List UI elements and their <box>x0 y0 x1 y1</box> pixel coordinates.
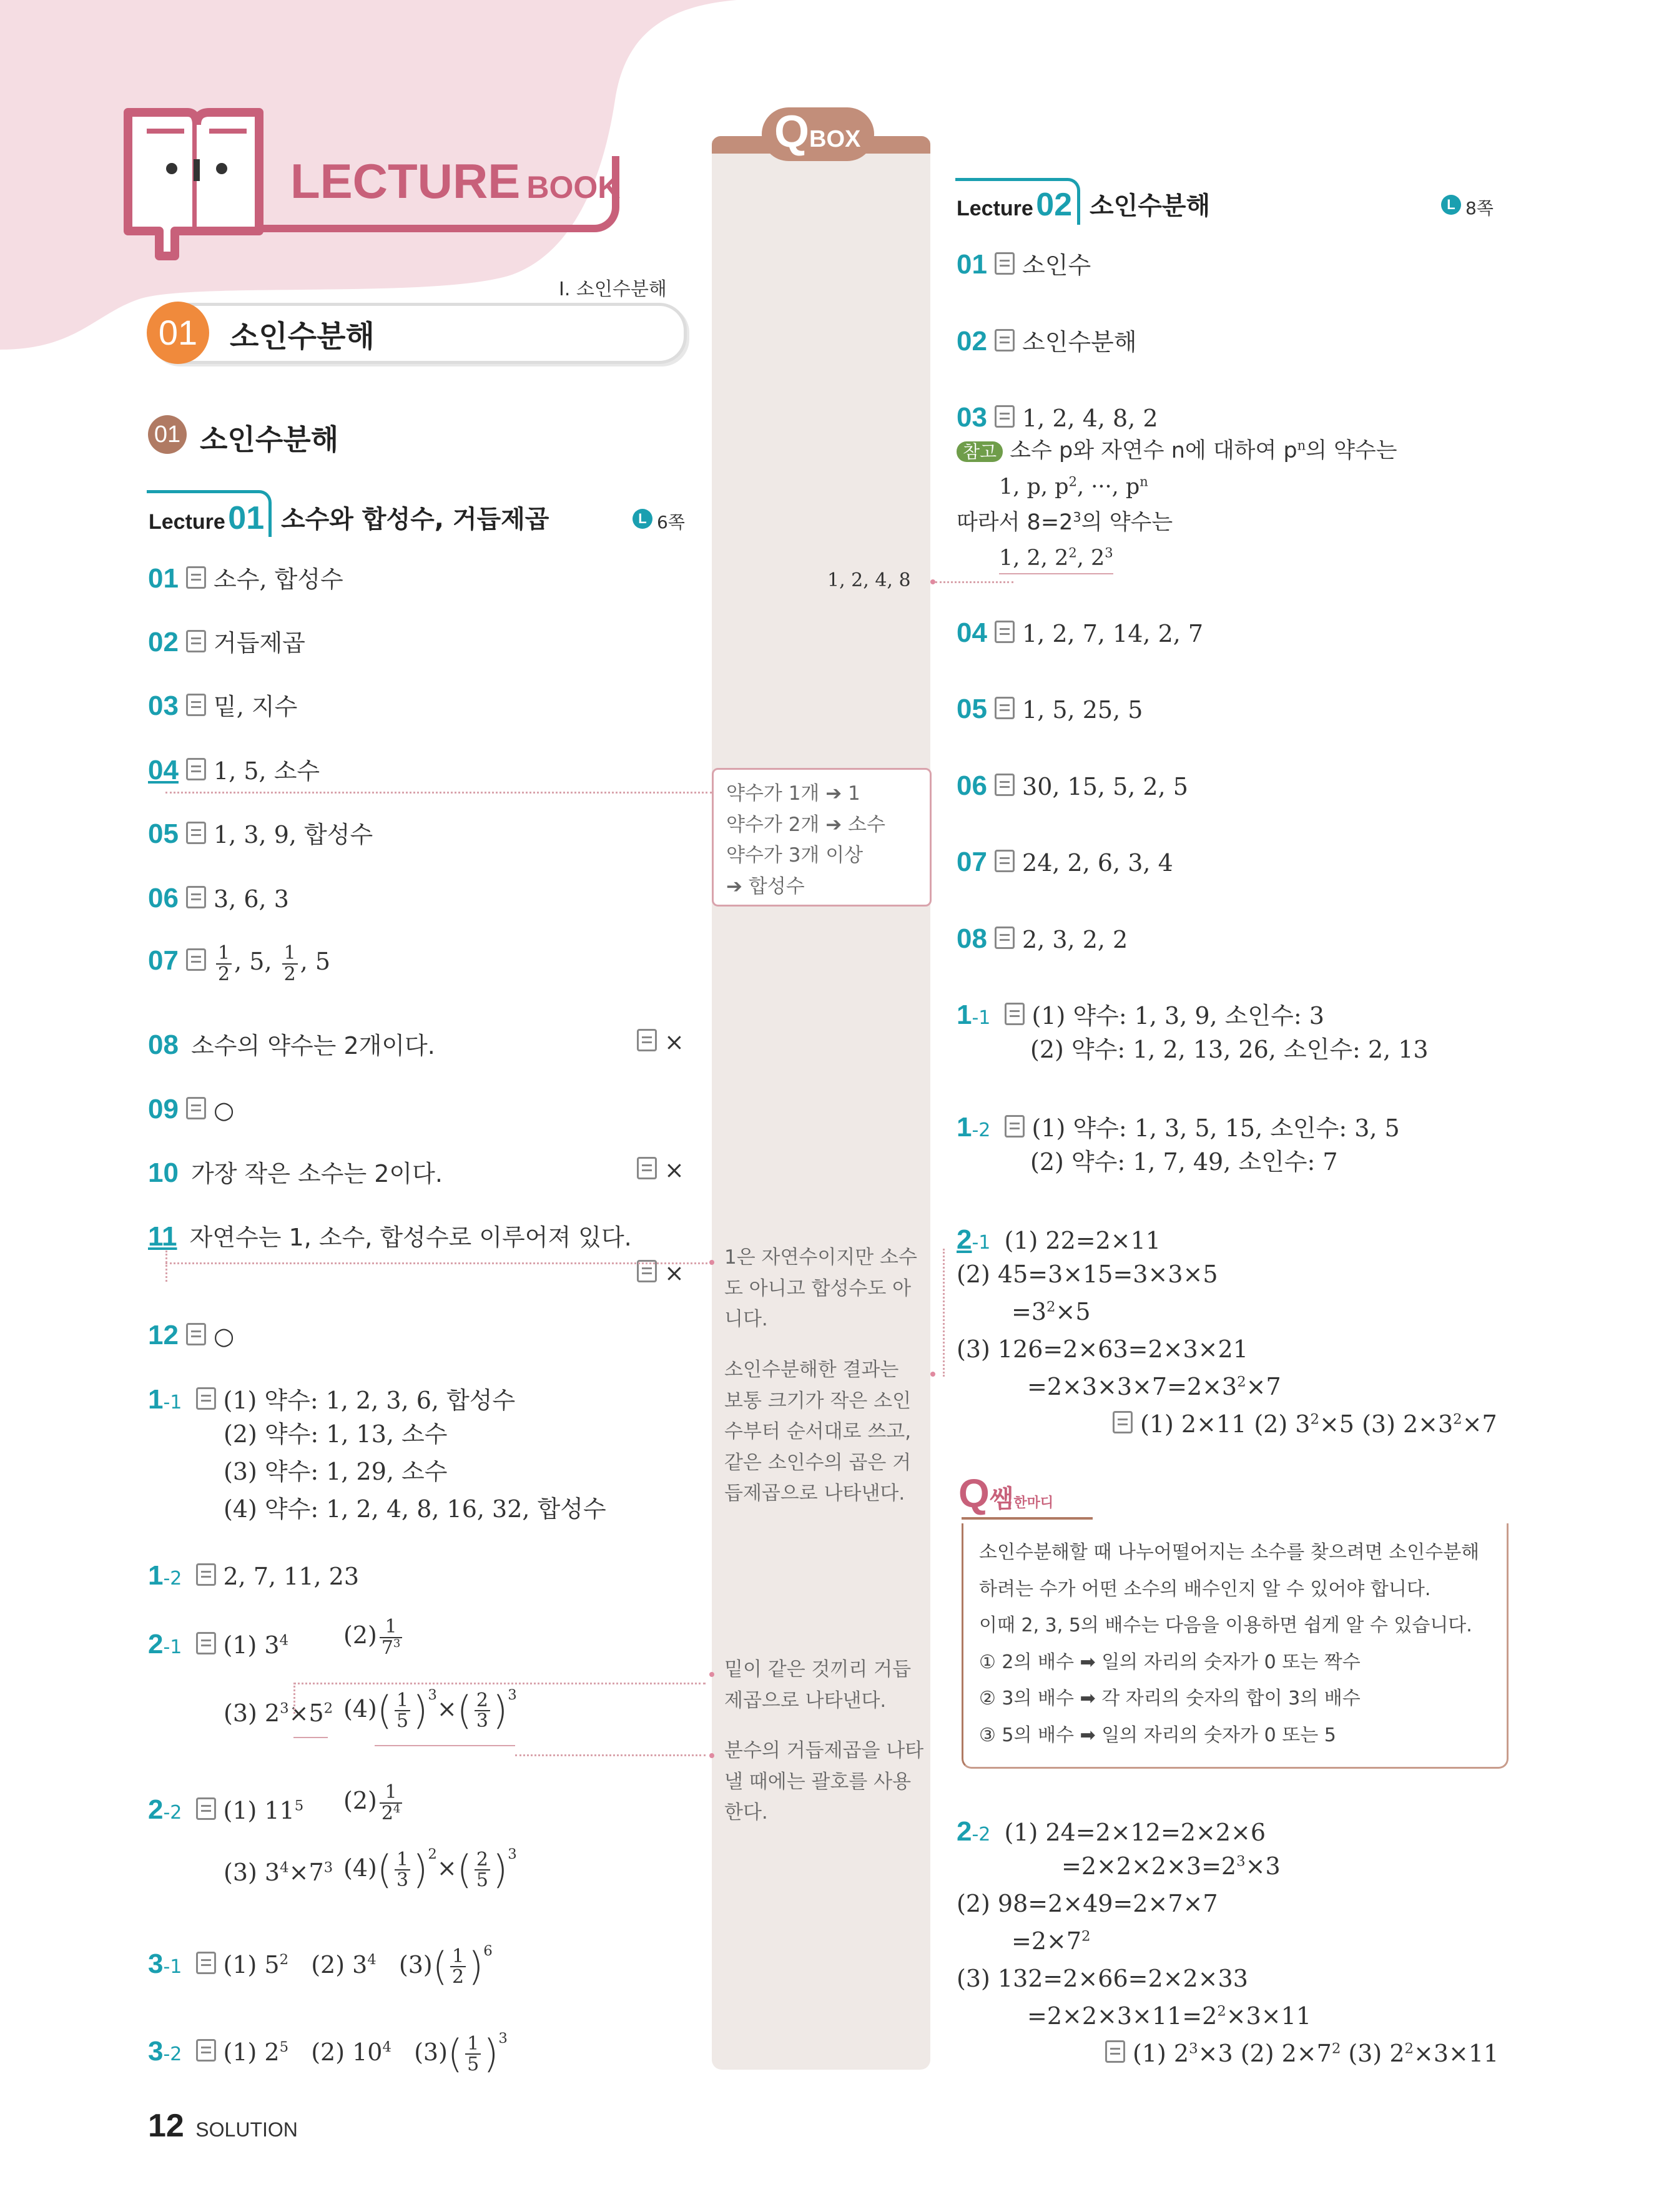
question-number: 12 <box>148 1320 179 1350</box>
question-number: 06 <box>148 883 179 913</box>
question-number: 09 <box>148 1094 179 1124</box>
answer-icon <box>995 774 1015 796</box>
page-number: 12 <box>148 2108 184 2144</box>
qtip-body <box>979 1535 1479 1754</box>
qtip-line: ③ 5의 배수 ➡ 일의 자리의 숫자가 0 또는 5 <box>979 1724 1336 1746</box>
answer-icon <box>186 758 206 780</box>
leader-line-04 <box>165 792 712 794</box>
leader-line-03 <box>935 581 1013 583</box>
problem-2-1-b: (2) $\frac{1}{7^3}$ <box>343 1617 405 1658</box>
right-problem-2-1: 2-1 (1) 22=2×11 <box>957 1224 1161 1255</box>
chapter-title: 소인수분해 <box>230 319 375 354</box>
lecture01-word: Lecture <box>149 510 225 534</box>
question-number: 03 <box>148 691 179 721</box>
question-number: 02 <box>148 627 179 657</box>
qbox-box-word: BOX <box>809 126 861 152</box>
right-answer-05: 05 1, 5, 25, 5 <box>957 694 1143 724</box>
lecture-book-title <box>290 153 620 210</box>
qbox-note2: 소인수분해한 결과는 보통 크기가 작은 소인수부터 순서대로 쓰고, 같은 소인수의 곱은 거듭제곱으로 나타낸다. <box>724 1359 912 1505</box>
answer-icon <box>186 694 206 716</box>
leader-line-2-1c-v <box>293 1683 295 1714</box>
answer-icon <box>995 850 1015 872</box>
answer-icon <box>186 1097 206 1119</box>
left-answer-04 <box>148 752 320 788</box>
problem-2-2-b: (2) $\frac{1}{2^4}$ <box>343 1782 405 1823</box>
answer-icon <box>995 405 1015 428</box>
qbox-q: Q <box>774 107 810 157</box>
qbox-dot <box>709 1753 714 1758</box>
left-answer-12 <box>148 1317 234 1353</box>
note-tag: 참고 <box>957 441 1003 462</box>
right-problem-1-2-line2: (2) 약수: 1, 7, 49, 소인수: 7 <box>1030 1148 1338 1176</box>
answer-text: 1, 5, 소수 <box>214 757 320 785</box>
problem-number: 1 <box>148 1560 164 1591</box>
answer-icon <box>995 621 1015 643</box>
answer-icon <box>637 1157 657 1179</box>
fraction: $\frac{1}{2}$ <box>216 943 232 984</box>
leader-line-11a <box>165 1251 167 1282</box>
right-2-2-line6: $=2\times 2\times 3\times 11=2^2\times 3\times 11$ <box>1027 2002 1311 2030</box>
right-2-1-line5: $=2\times 3\times 3\times 7=2\times 3^2\times 7$ <box>1027 1373 1281 1400</box>
right-problem-1-1-line2: (2) 약수: 1, 2, 13, 26, 소인수: 2, 13 <box>1030 1036 1429 1063</box>
qbox-title <box>774 106 860 157</box>
lecture01-label <box>149 499 264 537</box>
left-answer-08 <box>148 1027 435 1063</box>
answer-icon <box>995 329 1015 351</box>
qbox-box-line: 약수가 1개 ➔ 1 <box>726 782 860 805</box>
qtip-line: 소인수분해할 때 나누어떨어지는 소수를 찾으려면 소인수분해 <box>979 1541 1480 1563</box>
right-problem-1-2: 1-2 (1) 약수: 1, 3, 5, 15, 소인수: 3, 5 <box>957 1112 1400 1143</box>
subsection-number: 01 <box>148 415 187 454</box>
qbox-box-line: ➔ 합성수 <box>726 875 805 898</box>
right-problem-1-1: 1-1 (1) 약수: 1, 3, 9, 소인수: 3 <box>957 1000 1324 1030</box>
footer-label: SOLUTION <box>195 2118 298 2141</box>
lecture01-number: 01 <box>228 500 265 536</box>
left-problem-1-1: 1-1 (1) 약수: 1, 2, 3, 6, 합성수 <box>148 1384 516 1415</box>
answer-text: 1, 3, 9, 합성수 <box>214 821 373 848</box>
left-answer-11 <box>148 1219 632 1254</box>
left-answer-05 <box>148 816 373 852</box>
qtip-q: Q <box>958 1471 990 1516</box>
answer-text: 소수, 합성수 <box>214 566 343 593</box>
right-2-2-answer: (1) $2^3\times 3$ (2) $2\times 7^2$ (3) $2^2\times 3\times 11$ <box>1105 2038 1499 2069</box>
problem-2-1-c: (3) $2^3\times 5^2$ <box>224 1699 333 1727</box>
chapter-number: 01 <box>147 302 209 364</box>
qtip-frame-top <box>962 1517 1093 1520</box>
lecture02-title: 소인수분해 <box>1090 192 1211 220</box>
question-number: 01 <box>148 563 179 594</box>
problem-number: 2 <box>148 1794 164 1825</box>
right-2-1-line3: $=3^2\times 5$ <box>1012 1298 1091 1325</box>
section-ref: I. 소인수분해 <box>559 278 667 300</box>
answer-icon <box>186 822 206 844</box>
lecture02-page: 8쪽 <box>1465 198 1494 219</box>
answer-11-mark: × <box>637 1258 684 1289</box>
lecture02-label <box>957 186 1072 224</box>
answer-icon <box>995 697 1015 719</box>
left-problem-1-2: 1-2 2, 7, 11, 23 <box>148 1560 360 1591</box>
problem-2-2-d: (4)( $\frac{1}{3}$ )$^2$×( $\frac{2}{5}$ )$^3$ <box>343 1846 517 1892</box>
leader-line-right-2-1 <box>943 1249 945 1377</box>
problem-1-1-line3: (3) 약수: 1, 29, 소수 <box>224 1458 448 1485</box>
problem-number: 2 <box>148 1629 164 1659</box>
answer-icon <box>196 1387 216 1410</box>
question-number: 10 <box>148 1158 179 1188</box>
right-answer-08: 08 2, 3, 2, 2 <box>957 923 1128 954</box>
subsection-title: 소인수분해 <box>200 423 339 456</box>
qbox-note3: 밑이 같은 것끼리 거듭제곱으로 나타낸다. <box>724 1658 912 1712</box>
right-2-1-line4: (3) 126=2×63=2×3×21 <box>957 1335 1248 1363</box>
problem-1-1-line2: (2) 약수: 1, 13, 소수 <box>224 1420 448 1448</box>
left-answer-06 <box>148 880 289 916</box>
answer-icon <box>186 1323 206 1345</box>
question-number: 05 <box>148 818 179 849</box>
problem-2-1-d: (4)( $\frac{1}{5}$ )$^3$×( $\frac{2}{3}$ )$^3$ <box>343 1686 517 1733</box>
answer-text: 3, 6, 3 <box>214 885 289 913</box>
left-problem-3-1: 3-1 (1) $5^2$ (2) $3^4$ (3)( $\frac{1}{2}$ )$^6$ <box>148 1942 493 1989</box>
answer-icon <box>186 886 206 908</box>
qtip-line: 하려는 수가 어떤 소수의 배수인지 알 수 있어야 합니다. <box>979 1578 1431 1600</box>
qtip-line: ① 2의 배수 ➡ 일의 자리의 숫자가 0 또는 짝수 <box>979 1651 1361 1673</box>
lecture02-badge-icon: L <box>1441 195 1461 215</box>
answer-text: 밑, 지수 <box>214 693 298 720</box>
left-answer-02 <box>148 624 305 660</box>
right-03-reference-4: 1, 2, $2^2$, $2^3$ <box>999 544 1113 574</box>
qbox-divisors-note: 1, 2, 4, 8 <box>827 569 911 591</box>
underline-2-1-c <box>293 1737 328 1738</box>
right-2-2-line5: (3) 132=2×66=2×2×33 <box>957 1965 1248 1992</box>
statement-text: 자연수는 1, 소수, 합성수로 이루어져 있다. <box>189 1224 632 1251</box>
right-2-1-answer: (1) 2×11 (2) $3^2\times 5$ (3) $2\times 3^2\times 7$ <box>1113 1409 1497 1440</box>
underline-2-1-d <box>375 1745 515 1746</box>
answer-text: , 5 <box>300 948 331 975</box>
answer-icon <box>1105 2040 1125 2063</box>
right-answer-01: 01 소인수 <box>957 249 1091 280</box>
qbox-note4: 분수의 거듭제곱을 나타낼 때에는 괄호를 사용한다. <box>724 1739 924 1824</box>
lecture01-page: 6쪽 <box>657 512 685 533</box>
right-03-reference: 참고 소수 p와 자연수 n에 대하여 $p^n$의 약수는 <box>957 437 1397 466</box>
answer-icon <box>186 566 206 589</box>
left-answer-07 <box>148 943 330 984</box>
right-answer-07: 07 24, 2, 6, 3, 4 <box>957 847 1173 877</box>
right-03-reference-2: 1, p, $p^2$, ···, $p^n$ <box>999 474 1148 499</box>
lecture02-number: 02 <box>1036 187 1073 223</box>
qtip-line: 이때 2, 3, 5의 배수는 다음을 이용하면 쉽게 알 수 있습니다. <box>979 1615 1472 1636</box>
statement-text: 가장 작은 소수는 2이다. <box>191 1160 443 1187</box>
lecture-book-logo-icon <box>122 106 272 262</box>
left-answer-10 <box>148 1155 443 1191</box>
qbox-box-line: 약수가 3개 이상 <box>726 844 864 867</box>
left-problem-2-1: 2-1 (1) $3^4$ <box>148 1629 289 1659</box>
qtip-title: Q쌤한마디 <box>958 1471 1054 1516</box>
right-2-1-line2: (2) 45=3×15=3×3×5 <box>957 1261 1218 1288</box>
question-number: 11 <box>148 1221 177 1252</box>
answer-icon <box>1005 1115 1025 1138</box>
lecture-word: LECTURE <box>290 154 521 209</box>
right-2-2-line4: $=2\times 7^2$ <box>1012 1927 1091 1955</box>
answer-icon <box>1113 1411 1133 1433</box>
answer-text: 거듭제곱 <box>214 629 305 657</box>
right-answer-02: 02 소인수분해 <box>957 326 1137 356</box>
right-answer-04: 04 1, 2, 7, 14, 2, 7 <box>957 617 1204 648</box>
leader-line-2-1c <box>293 1683 706 1684</box>
qbox-classification-box <box>712 768 932 907</box>
right-2-2-line3: (2) 98=2×49=2×7×7 <box>957 1890 1218 1917</box>
left-answer-01 <box>148 561 343 596</box>
leader-line-2-1d <box>515 1754 706 1756</box>
right-answer-06: 06 30, 15, 5, 2, 5 <box>957 770 1188 801</box>
answer-icon <box>196 1632 216 1654</box>
answer-icon <box>196 2039 216 2062</box>
qbox-dot <box>930 579 935 584</box>
leader-line-11 <box>165 1262 712 1264</box>
right-03-reference-3: 따라서 $8=2^3$의 약수는 <box>957 509 1173 535</box>
problem-number: 3 <box>148 1948 164 1979</box>
left-problem-2-2: 2-2 (1) $11^5$ <box>148 1794 304 1825</box>
left-answer-03 <box>148 688 297 724</box>
qbox-dot <box>930 1372 935 1377</box>
lecture02-word: Lecture <box>957 197 1033 220</box>
question-number: 04 <box>148 755 179 785</box>
qtip-line: ② 3의 배수 ➡ 각 자리의 숫자의 합이 3의 배수 <box>979 1688 1361 1709</box>
right-2-2-line2: $=2\times 2\times 2\times 3=2^3\times 3$ <box>1061 1852 1281 1880</box>
lecture01-title: 소수와 합성수, 거듭제곱 <box>281 505 549 534</box>
fraction: $\frac{1}{2}$ <box>282 943 298 984</box>
qbox-dot <box>709 1260 714 1265</box>
lecture01-badge-icon: L <box>633 509 652 529</box>
right-problem-2-2: 2-2 (1) 24=2×12=2×2×6 <box>957 1816 1266 1847</box>
answer-icon <box>1005 1003 1025 1025</box>
left-problem-3-2: 3-2 (1) $2^5$ (2) $10^4$ (3)( $\frac{1}{5}$ )$^3$ <box>148 2030 508 2077</box>
qbox-box-line: 약수가 2개 ➔ 소수 <box>726 813 885 836</box>
qbox-dot <box>709 1672 714 1677</box>
answer-mark: ○ <box>214 1322 235 1350</box>
answer-icon <box>196 1563 216 1586</box>
left-answer-09 <box>148 1091 234 1127</box>
answer-icon <box>196 1952 216 1974</box>
answer-icon <box>637 1029 657 1051</box>
answer-icon <box>995 252 1015 275</box>
qbox-note1: 1은 자연수이지만 소수도 아니고 합성수도 아니다. <box>724 1246 917 1331</box>
answer-icon <box>196 1797 216 1820</box>
problem-1-1-line4: (4) 약수: 1, 2, 4, 8, 16, 32, 합성수 <box>224 1495 606 1523</box>
right-answer-03: 03 1, 2, 4, 8, 2 <box>957 402 1158 433</box>
question-number: 08 <box>148 1030 179 1060</box>
answer-icon <box>186 630 206 652</box>
answer-mark: ○ <box>214 1096 235 1124</box>
answer-text: , 5, <box>234 948 280 975</box>
book-word: BOOK <box>526 170 621 205</box>
answer-08-mark: × <box>637 1027 684 1058</box>
answer-icon <box>186 948 206 971</box>
problem-number: 3 <box>148 2035 164 2067</box>
problem-number: 1 <box>148 1384 164 1415</box>
question-number: 07 <box>148 945 179 976</box>
problem-2-2-c: (3) $3^4\times 7^3$ <box>224 1859 333 1886</box>
footer <box>148 2107 298 2145</box>
statement-text: 소수의 약수는 2개이다. <box>191 1032 435 1059</box>
answer-10-mark: × <box>637 1155 684 1186</box>
answer-icon <box>995 927 1015 949</box>
